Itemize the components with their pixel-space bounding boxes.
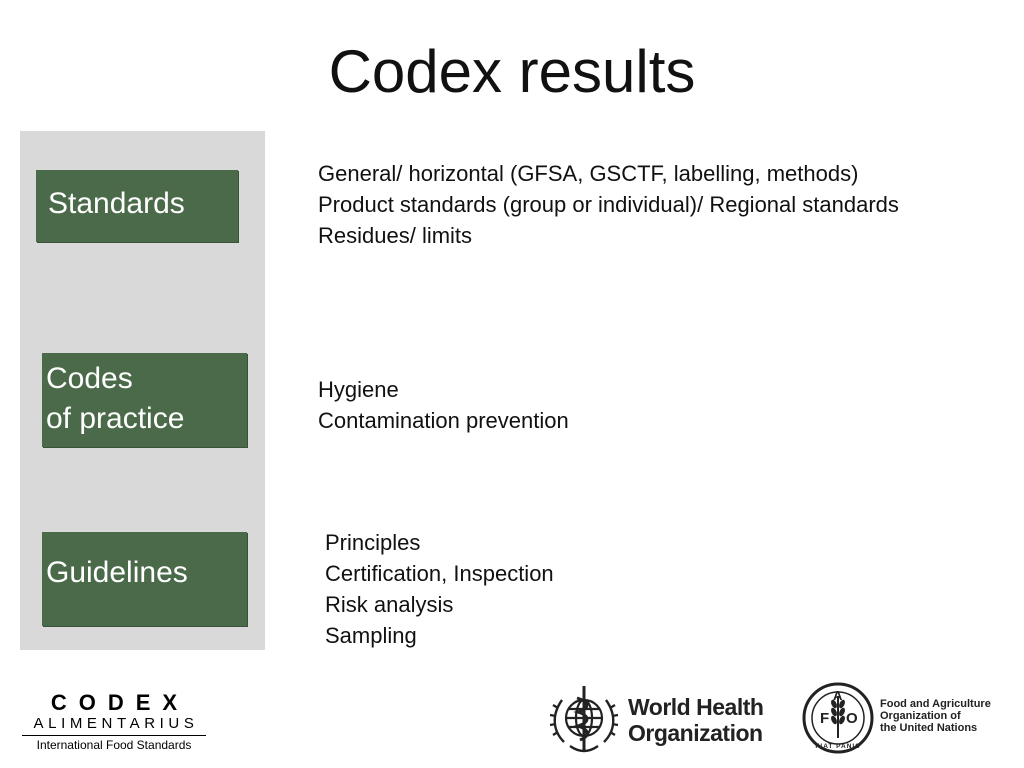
codex-word: CODEX bbox=[50, 690, 190, 715]
slide-title: Codex results bbox=[328, 38, 696, 105]
list-item: Residues/ limits bbox=[318, 223, 473, 248]
list-item: Hygiene bbox=[318, 377, 399, 402]
fao-letter-a: A bbox=[833, 688, 843, 703]
list-item: Sampling bbox=[325, 623, 417, 648]
codex-logo bbox=[22, 690, 206, 752]
fao-motto: FIAT PANIS bbox=[815, 743, 861, 750]
fao-name bbox=[880, 698, 991, 734]
fao-letter-o: O bbox=[846, 710, 858, 727]
list-item: Principles bbox=[325, 530, 421, 555]
codes-label-line1: Codes bbox=[46, 362, 133, 395]
list-item: General/ horizontal (GFSA, GSCTF, labelling, methods) bbox=[318, 161, 859, 186]
fao-name-line2: Organization of bbox=[880, 710, 961, 722]
list-item: Certification, Inspection bbox=[325, 561, 554, 586]
guidelines-box: Guidelines bbox=[42, 532, 247, 626]
fao-name-line1: Food and Agriculture bbox=[880, 698, 991, 710]
list-item: Product standards (group or individual)/ Regional standards bbox=[318, 192, 899, 217]
codes-label-line2: of practice bbox=[46, 402, 185, 435]
guidelines-list bbox=[325, 527, 554, 651]
fao-emblem-icon bbox=[800, 680, 876, 756]
list-item: Contamination prevention bbox=[318, 408, 569, 433]
standards-box: Standards bbox=[36, 170, 238, 242]
who-name bbox=[628, 694, 763, 746]
standards-list bbox=[318, 158, 899, 251]
fao-name-line3: the United Nations bbox=[880, 722, 978, 734]
who-emblem-icon bbox=[544, 680, 624, 760]
list-item: Risk analysis bbox=[325, 592, 454, 617]
who-name-line2: Organization bbox=[628, 720, 763, 746]
codex-sub: ALIMENTARIUS bbox=[33, 715, 199, 732]
codes-list bbox=[318, 374, 569, 436]
fao-logo bbox=[800, 680, 1020, 760]
codex-rule bbox=[22, 735, 206, 736]
fao-letter-f: F bbox=[820, 710, 830, 727]
who-logo bbox=[544, 680, 774, 760]
codex-tagline: International Food Standards bbox=[36, 738, 192, 752]
who-name-line1: World Health bbox=[628, 694, 764, 720]
codes-of-practice-box bbox=[42, 353, 247, 447]
